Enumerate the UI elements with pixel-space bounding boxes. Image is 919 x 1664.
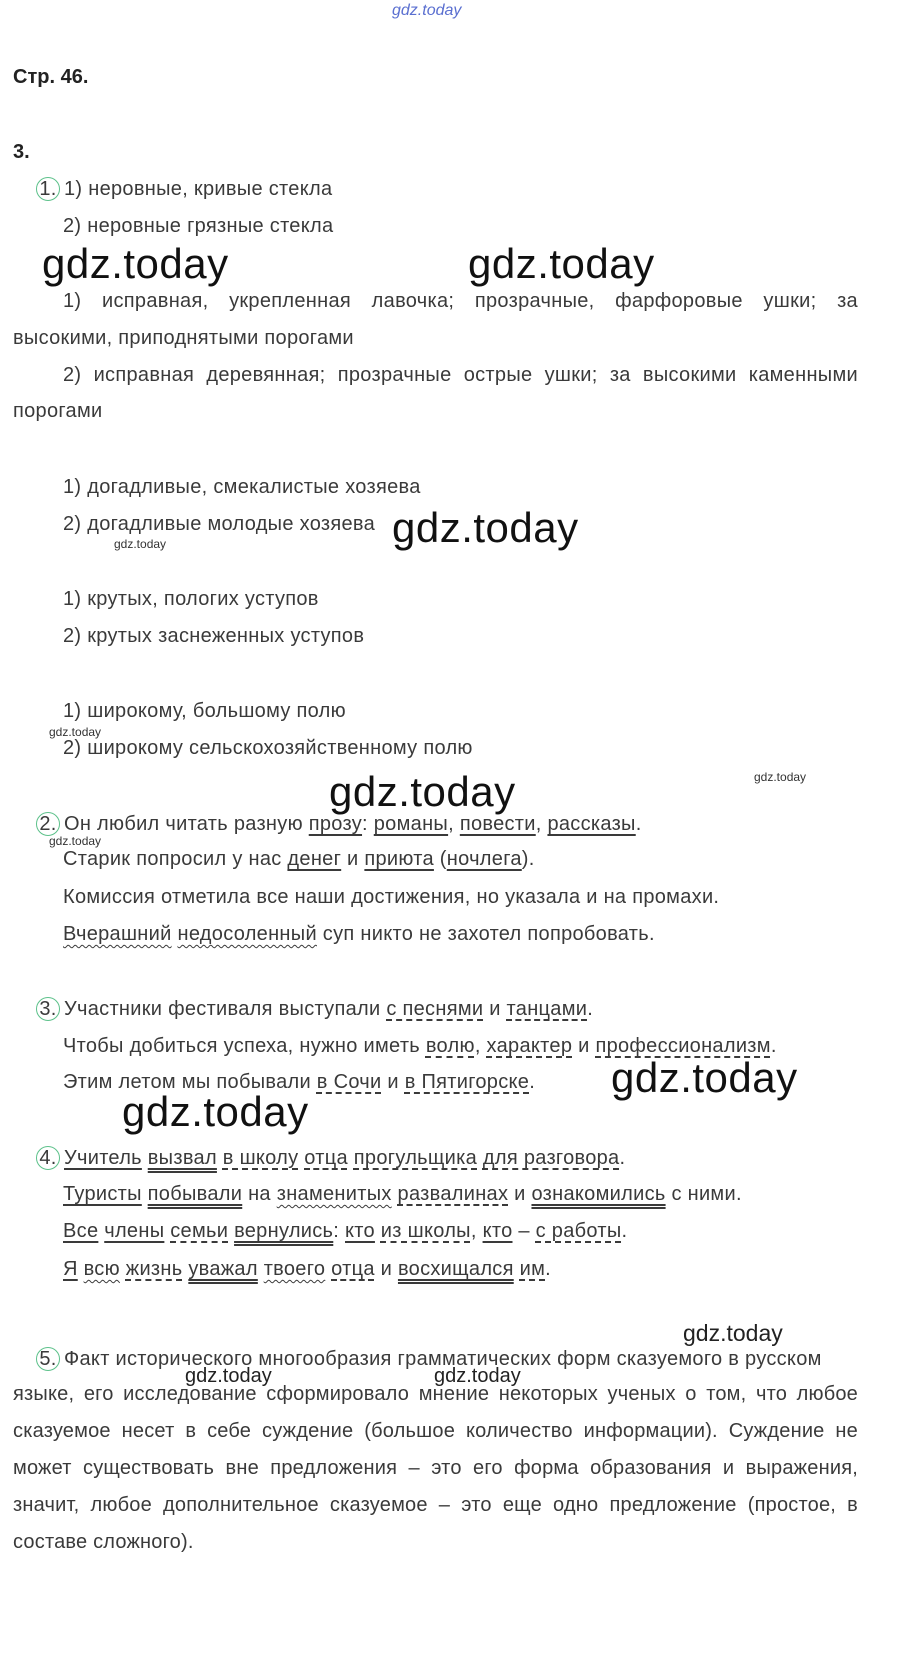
section-3-line-c: Этим летом мы побывали в Сочи и в Пятигорске.: [63, 1071, 536, 1093]
section-1-line-g2: 2) догадливые молодые хозяева: [63, 513, 376, 535]
item-number-badge: 4.: [36, 1146, 60, 1170]
watermark: gdz.today: [611, 1054, 798, 1101]
section-3-line-b: Чтобы добиться успеха, нужно иметь волю, характер и профессионализм.: [63, 1035, 777, 1057]
watermark-small: gdz.today: [754, 770, 807, 784]
section-3-line-a: 3. Участники фестиваля выступали с песнями и танцами.: [36, 997, 593, 1021]
section-1-para-1b: высокими, приподнятыми порогами: [13, 327, 354, 349]
section-5-paragraph: языке, его исследование сформировало мнение некоторых ученых о том, что любое сказуемое несет в себе суждение (большое количество информации). Суждение не может существовать вне предложения – это его форма образования и выражения, значит, любое дополнительное сказуемое – это еще одно предложение (простое, в составе сложного).: [13, 1383, 858, 1553]
section-1-para-2b: порогами: [13, 400, 103, 422]
section-4-line-c: Все члены семьи вернулись: кто из школы, кто – с работы.: [63, 1220, 628, 1242]
watermark: gdz.today: [42, 240, 229, 287]
item-number-badge: 2.: [36, 812, 60, 836]
watermark-small: gdz.today: [49, 725, 102, 739]
section-1-line-k2: 2) крутых заснеженных уступов: [63, 625, 365, 647]
section-1-para-2a: 2) исправная деревянная; прозрачные острые ушки; за высокими каменными: [63, 364, 858, 386]
page-reference: Стр. 46.: [13, 66, 89, 88]
section-2-line-d: Вчерашний недосоленный суп никто не захотел попробовать.: [63, 923, 655, 945]
section-1-line-k1: 1) крутых, пологих уступов: [63, 588, 319, 610]
section-4-line-a: 4. Учитель вызвал в школу отца прогульщика для разговора.: [36, 1146, 625, 1170]
section-2-line-b: Старик попросил у нас денег и приюта (ночлега).: [63, 848, 535, 870]
section-1-line-1: 1. 1) неровные, кривые стекла: [36, 177, 332, 201]
watermark: gdz.today: [468, 240, 655, 287]
section-2-line-a: 2. Он любил читать разную прозу: романы, повести, рассказы.: [36, 812, 642, 836]
watermark-small: gdz.today: [114, 537, 167, 551]
item-number-badge: 1.: [36, 177, 60, 201]
section-4-line-b: Туристы побывали на знаменитых развалинах и ознакомились с ними.: [63, 1183, 742, 1205]
section-1-line-s1: 1) широкому, большому полю: [63, 700, 346, 722]
section-1-line-s2: 2) широкому сельскохозяйственному полю: [63, 737, 473, 759]
section-4-line-d: Я всю жизнь уважал твоего отца и восхищался им.: [63, 1258, 551, 1280]
watermark: gdz.today: [185, 1365, 272, 1387]
section-5-line-1: 5. Факт исторического многообразия грамматических форм сказуемого в русском: [36, 1347, 822, 1371]
section-2-line-c: Комиссия отметила все наши достижения, но указала и на промахи.: [63, 886, 720, 908]
watermark: gdz.today: [122, 1088, 309, 1135]
task-number: 3.: [13, 141, 30, 163]
section-1-line-2: 2) неровные грязные стекла: [63, 215, 334, 237]
watermark: gdz.today: [329, 768, 516, 815]
watermark-small: gdz.today: [49, 834, 102, 848]
watermark: gdz.today: [434, 1365, 521, 1387]
watermark: gdz.today: [683, 1320, 783, 1346]
item-number-badge: 5.: [36, 1347, 60, 1371]
section-1-line-g1: 1) догадливые, смекалистые хозяева: [63, 476, 421, 498]
section-1-para-1a: 1) исправная, укрепленная лавочка; прозрачные, фарфоровые ушки; за: [63, 290, 858, 312]
watermark-top: gdz.today: [392, 2, 462, 19]
item-number-badge: 3.: [36, 997, 60, 1021]
watermark: gdz.today: [392, 504, 579, 551]
